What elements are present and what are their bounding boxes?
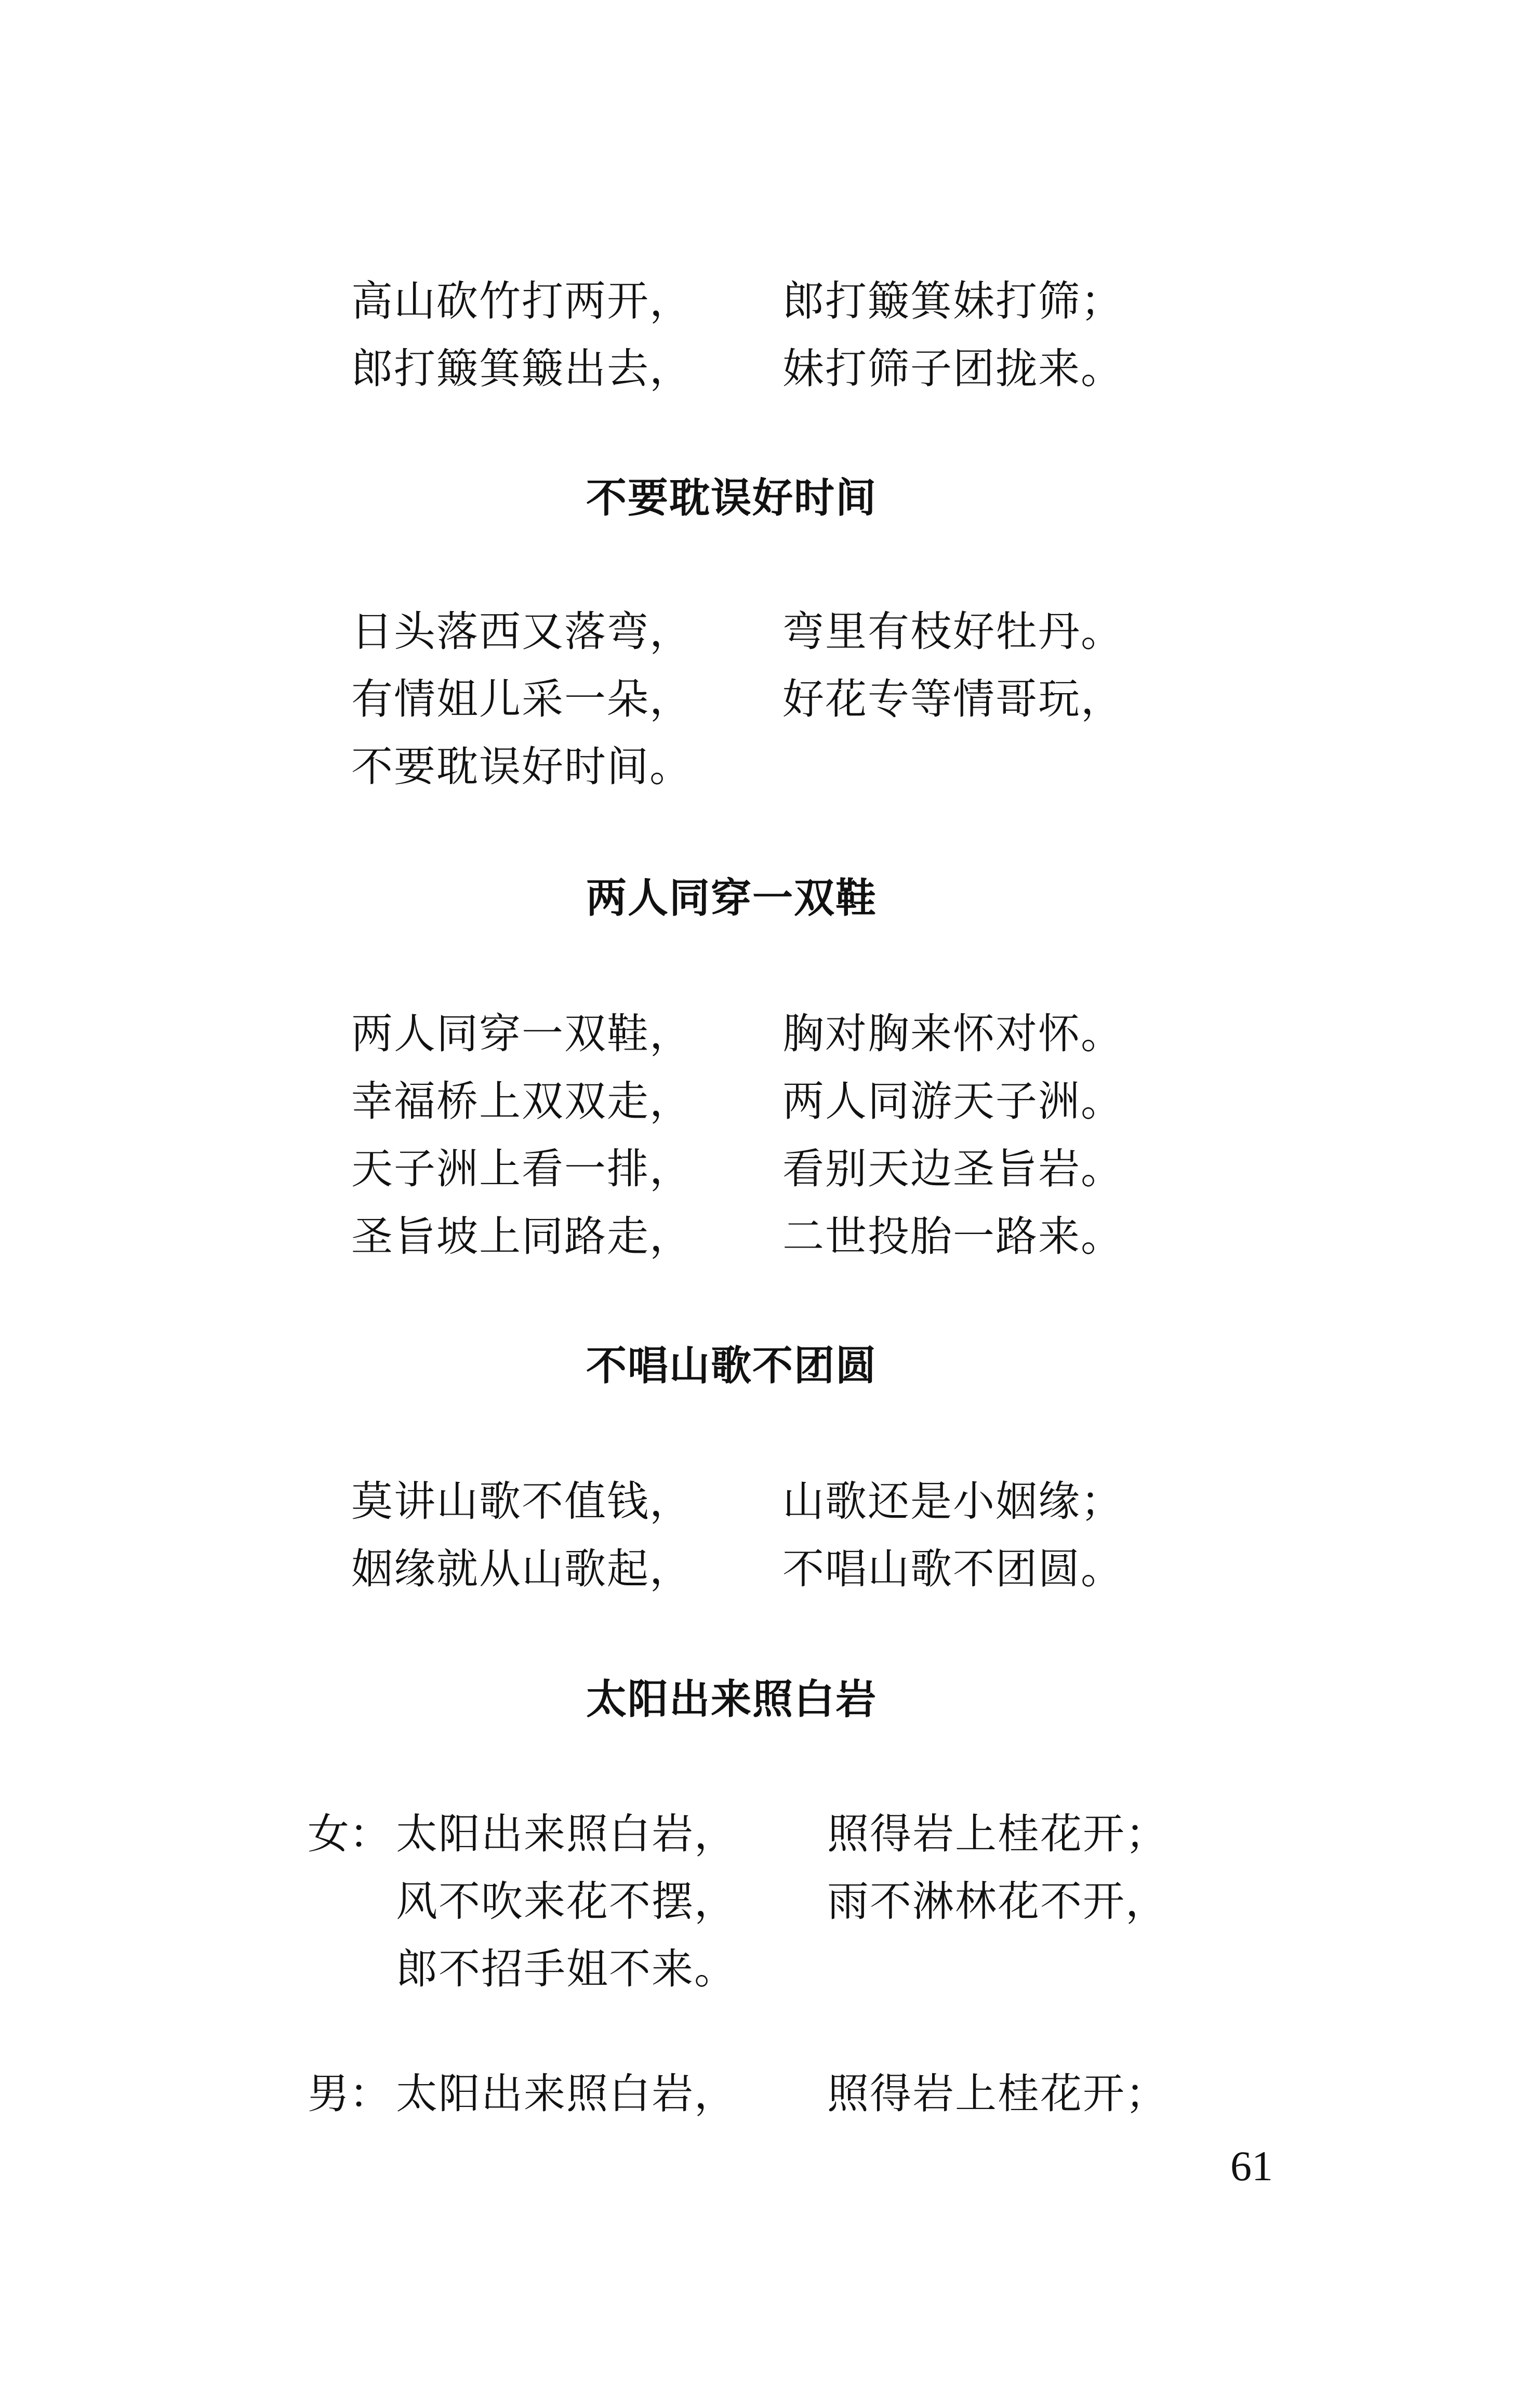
- poem3-line-2a: 幸福桥上双双走，: [351, 1077, 692, 1125]
- poem5-title: [0, 1676, 1540, 1723]
- poem5-male-line-1b: 照得岩上桂花开；: [827, 2070, 1168, 2118]
- poem1-line-2a: 郎打簸箕簸出去，: [351, 344, 692, 393]
- poem4-line-2a: 姻缘就从山歌起，: [351, 1545, 692, 1593]
- poem4-line-1b: 山歌还是小姻缘；: [782, 1477, 1123, 1526]
- page-number: 61: [1230, 2142, 1273, 2190]
- poem2-line-1a: 日头落西又落弯，: [351, 607, 692, 656]
- poem3-line-2b: 两人同游天子洲。: [782, 1077, 1123, 1125]
- poem3-line-3b: 看别天边圣旨岩。: [782, 1145, 1123, 1193]
- poem2-title-text: 不要耽误好时间: [586, 475, 877, 522]
- poem3-line-1a: 两人同穿一双鞋，: [351, 1010, 692, 1058]
- poem5-female-line-2a: 风不吹来花不摆，: [396, 1877, 737, 1926]
- poem2-line-2b: 好花专等情哥玩，: [782, 675, 1123, 723]
- poem5-female-line-1a: 太阳出来照白岩，: [396, 1810, 737, 1858]
- poem1-line-2b: 妹打筛子团拢来。: [782, 344, 1123, 393]
- poem3-title: [0, 875, 1540, 922]
- poem4-line-2b: 不唱山歌不团圆。: [782, 1545, 1123, 1593]
- male-speaker-label: 男：: [308, 2070, 391, 2118]
- female-speaker-label: 女：: [308, 1810, 391, 1858]
- poem3-line-3a: 天子洲上看一排，: [351, 1145, 692, 1193]
- poem5-female-line-1b: 照得岩上桂花开；: [827, 1810, 1168, 1858]
- poem5-title-text: 太阳出来照白岩: [586, 1676, 877, 1723]
- poem4-line-1a: 莫讲山歌不值钱，: [351, 1477, 692, 1526]
- poem5-female-line-2b: 雨不淋林花不开，: [827, 1877, 1168, 1926]
- poem2-line-3a: 不要耽误好时间。: [351, 742, 692, 791]
- poem3-line-4b: 二世投胎一路来。: [782, 1212, 1123, 1261]
- poem2-line-2a: 有情姐儿采一朵，: [351, 675, 692, 723]
- poem2-line-1b: 弯里有枝好牡丹。: [782, 607, 1123, 656]
- poem1-line-1b: 郎打簸箕妹打筛；: [782, 277, 1123, 325]
- poem3-line-4a: 圣旨坡上同路走，: [351, 1212, 692, 1261]
- poem2-title: [0, 475, 1540, 522]
- poem4-title: [0, 1343, 1540, 1389]
- poem1-line-1a: 高山砍竹打两开，: [351, 277, 692, 325]
- poem5-male-line-1a: 太阳出来照白岩，: [396, 2070, 737, 2118]
- poem3-title-text: 两人同穿一双鞋: [586, 875, 877, 922]
- poem3-line-1b: 胸对胸来怀对怀。: [782, 1010, 1123, 1058]
- poem5-female-line-3a: 郎不招手姐不来。: [396, 1945, 737, 1993]
- poem4-title-text: 不唱山歌不团圆: [586, 1343, 877, 1389]
